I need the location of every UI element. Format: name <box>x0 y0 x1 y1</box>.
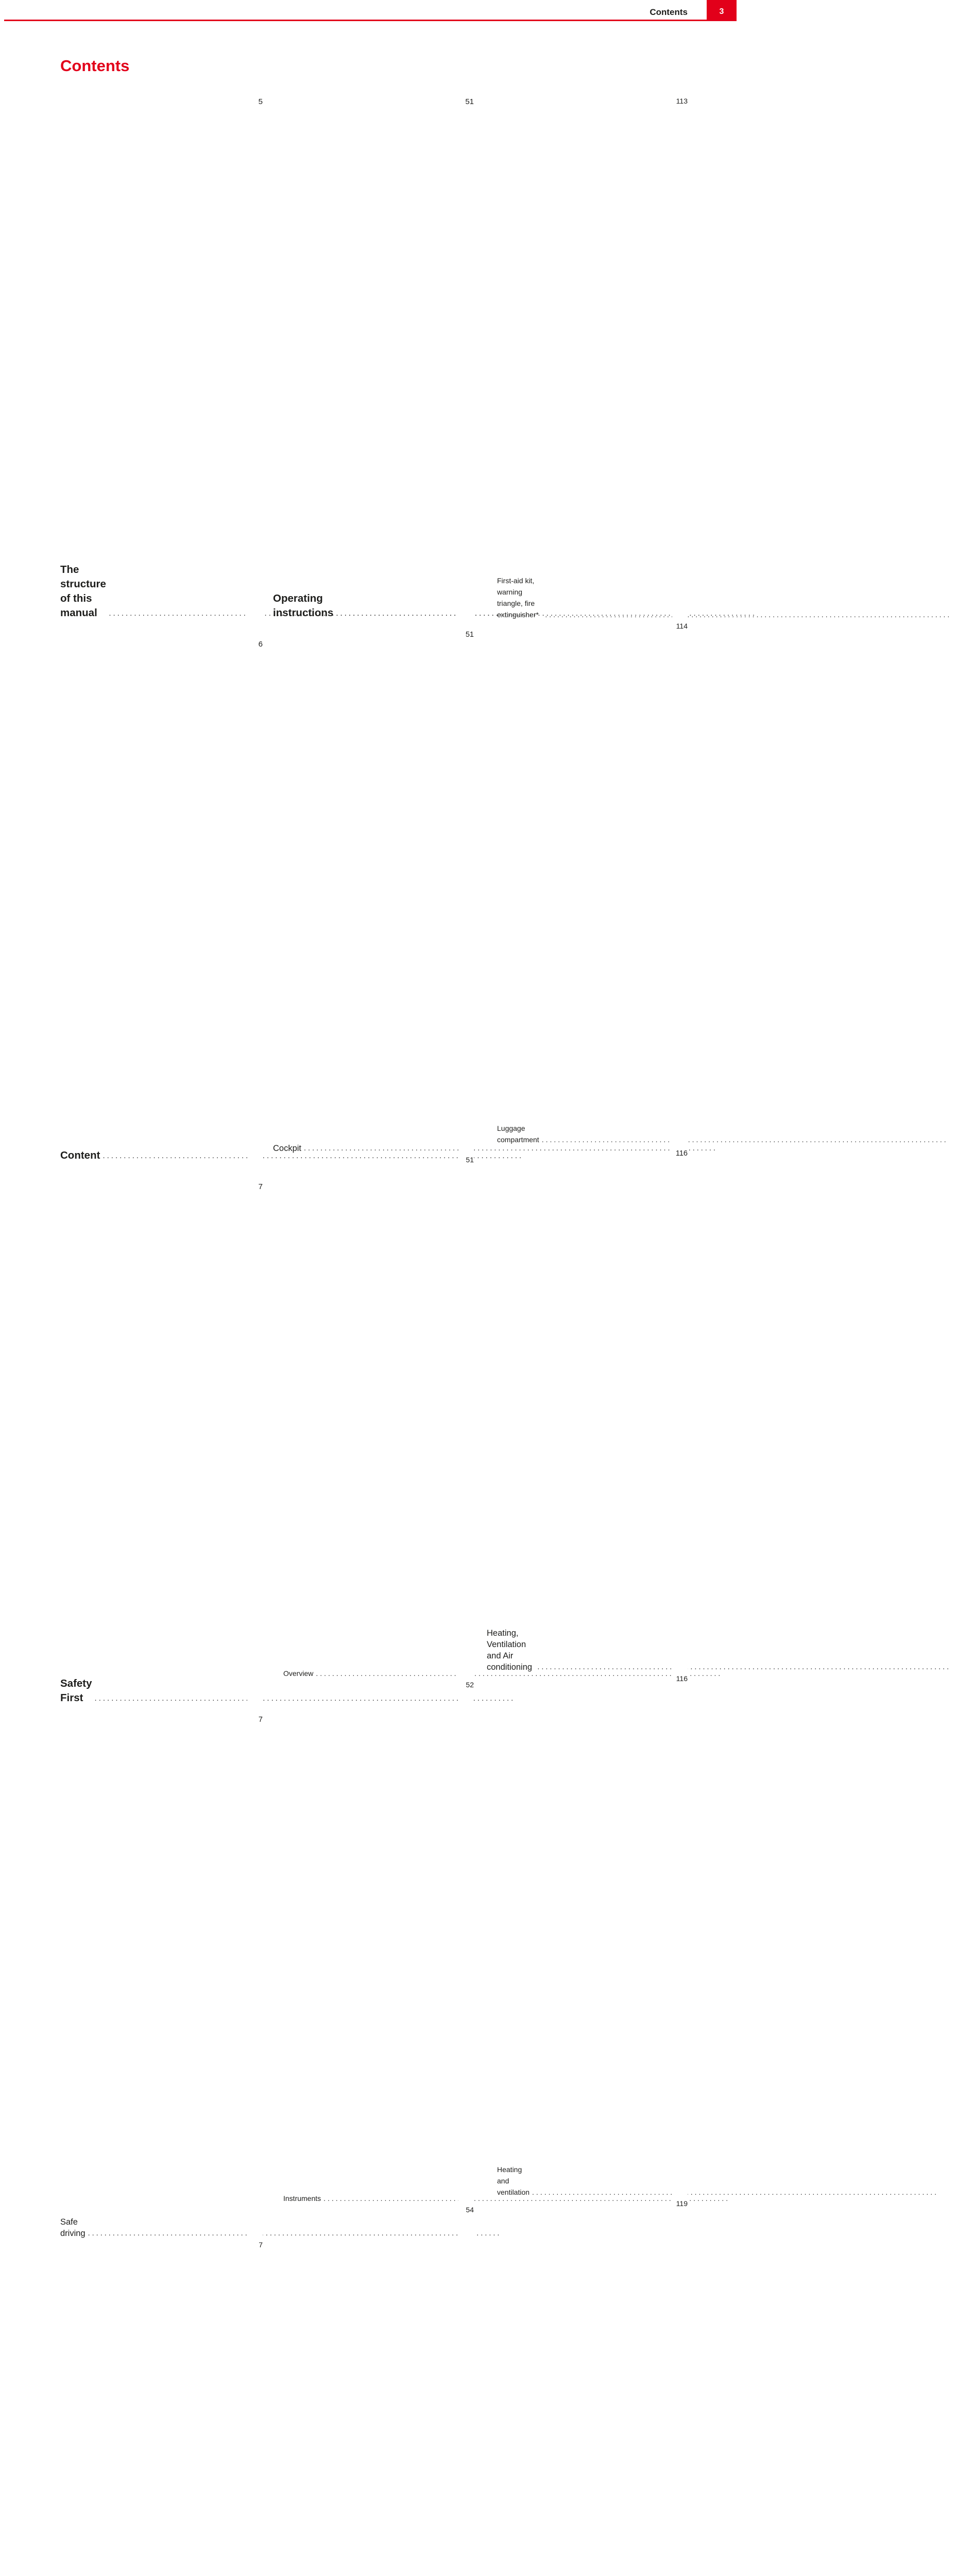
toc-entry-label: Operating instructions <box>273 592 334 619</box>
toc-entry[interactable] <box>487 620 688 1145</box>
toc-entry[interactable] <box>273 95 474 620</box>
toc-entry[interactable] <box>60 95 263 620</box>
toc-entry[interactable] <box>273 1679 474 2204</box>
toc-entry-page: 116 <box>672 1673 688 2198</box>
toc-entry-page: 113 <box>672 95 688 620</box>
contents-title: Contents <box>60 57 130 75</box>
toc-entry[interactable] <box>487 1148 688 1673</box>
toc-entry[interactable] <box>60 638 263 1163</box>
toc-column-1 <box>60 95 263 2576</box>
toc-dot-leader <box>109 607 245 620</box>
running-header-title: Contents <box>650 7 688 17</box>
toc-dot-leader <box>304 1143 456 1154</box>
toc-entry-page: 52 <box>458 1679 474 2204</box>
toc-entry[interactable] <box>487 1673 688 2198</box>
toc-entry-page: 6 <box>247 638 263 1163</box>
page-number-box <box>707 0 737 21</box>
toc-entry-label: Content <box>60 1149 100 1161</box>
toc-entry-page: 114 <box>672 620 688 1145</box>
toc-dot-leader <box>323 2193 456 2204</box>
toc-column-3 <box>487 95 688 2576</box>
toc-entry-label: Overview <box>283 1669 314 1677</box>
toc-entry-page: 51 <box>458 95 474 620</box>
toc-column-2 <box>273 95 474 2576</box>
toc-entry[interactable] <box>273 2204 474 2576</box>
page-number: 3 <box>719 7 724 16</box>
header-rule <box>4 20 737 21</box>
toc-entry-label: Cockpit <box>273 1144 302 1153</box>
toc-dot-leader <box>95 1692 245 1705</box>
toc-entry-label: Safe driving <box>60 2217 86 2238</box>
contents-body <box>60 58 688 2576</box>
toc-entry[interactable] <box>60 2239 263 2576</box>
toc-dot-leader <box>336 607 456 620</box>
toc-entry-label: Safety First <box>60 1677 92 1704</box>
toc-entry-label: Heating, Ventilation and Air conditioning <box>487 1629 533 1672</box>
toc-dot-leader <box>542 1134 670 1145</box>
toc-entry-label: Luggage compartment <box>497 1124 539 1144</box>
toc-columns <box>60 95 688 2576</box>
toc-entry-page: 54 <box>458 2204 474 2576</box>
toc-entry-label: First-aid kit, warning triangle, fire extinguisher* <box>497 577 539 619</box>
toc-entry[interactable] <box>487 2198 688 2576</box>
toc-entry-label: Instruments <box>283 2194 321 2202</box>
toc-dot-leader <box>316 1668 456 1679</box>
toc-entry[interactable] <box>60 1180 263 1705</box>
toc-entry-label: The structure of this manual <box>60 564 106 619</box>
toc-entry[interactable] <box>273 629 474 1154</box>
toc-entry-label: Heating and ventilation <box>497 2165 530 2196</box>
toc-dot-leader <box>532 2187 670 2198</box>
toc-entry-page: 7 <box>247 1180 263 1705</box>
toc-dot-leader <box>102 1149 245 1163</box>
toc-entry-page: 119 <box>672 2198 688 2576</box>
toc-entry[interactable] <box>273 1154 474 1679</box>
page-header <box>0 0 744 21</box>
toc-dot-leader <box>545 609 670 620</box>
toc-entry-page: 116 <box>672 1148 688 1673</box>
toc-entry-page: 7 <box>247 2239 263 2576</box>
toc-entry-page: 51 <box>458 1154 474 1679</box>
toc-entry-page: 51 <box>458 629 474 1154</box>
toc-dot-leader <box>88 2228 245 2239</box>
toc-entry-page: 7 <box>247 1714 263 2239</box>
toc-dot-leader <box>537 1662 670 1673</box>
toc-entry-page: 5 <box>247 95 263 620</box>
toc-entry[interactable] <box>487 95 688 620</box>
toc-entry[interactable] <box>60 1714 263 2239</box>
